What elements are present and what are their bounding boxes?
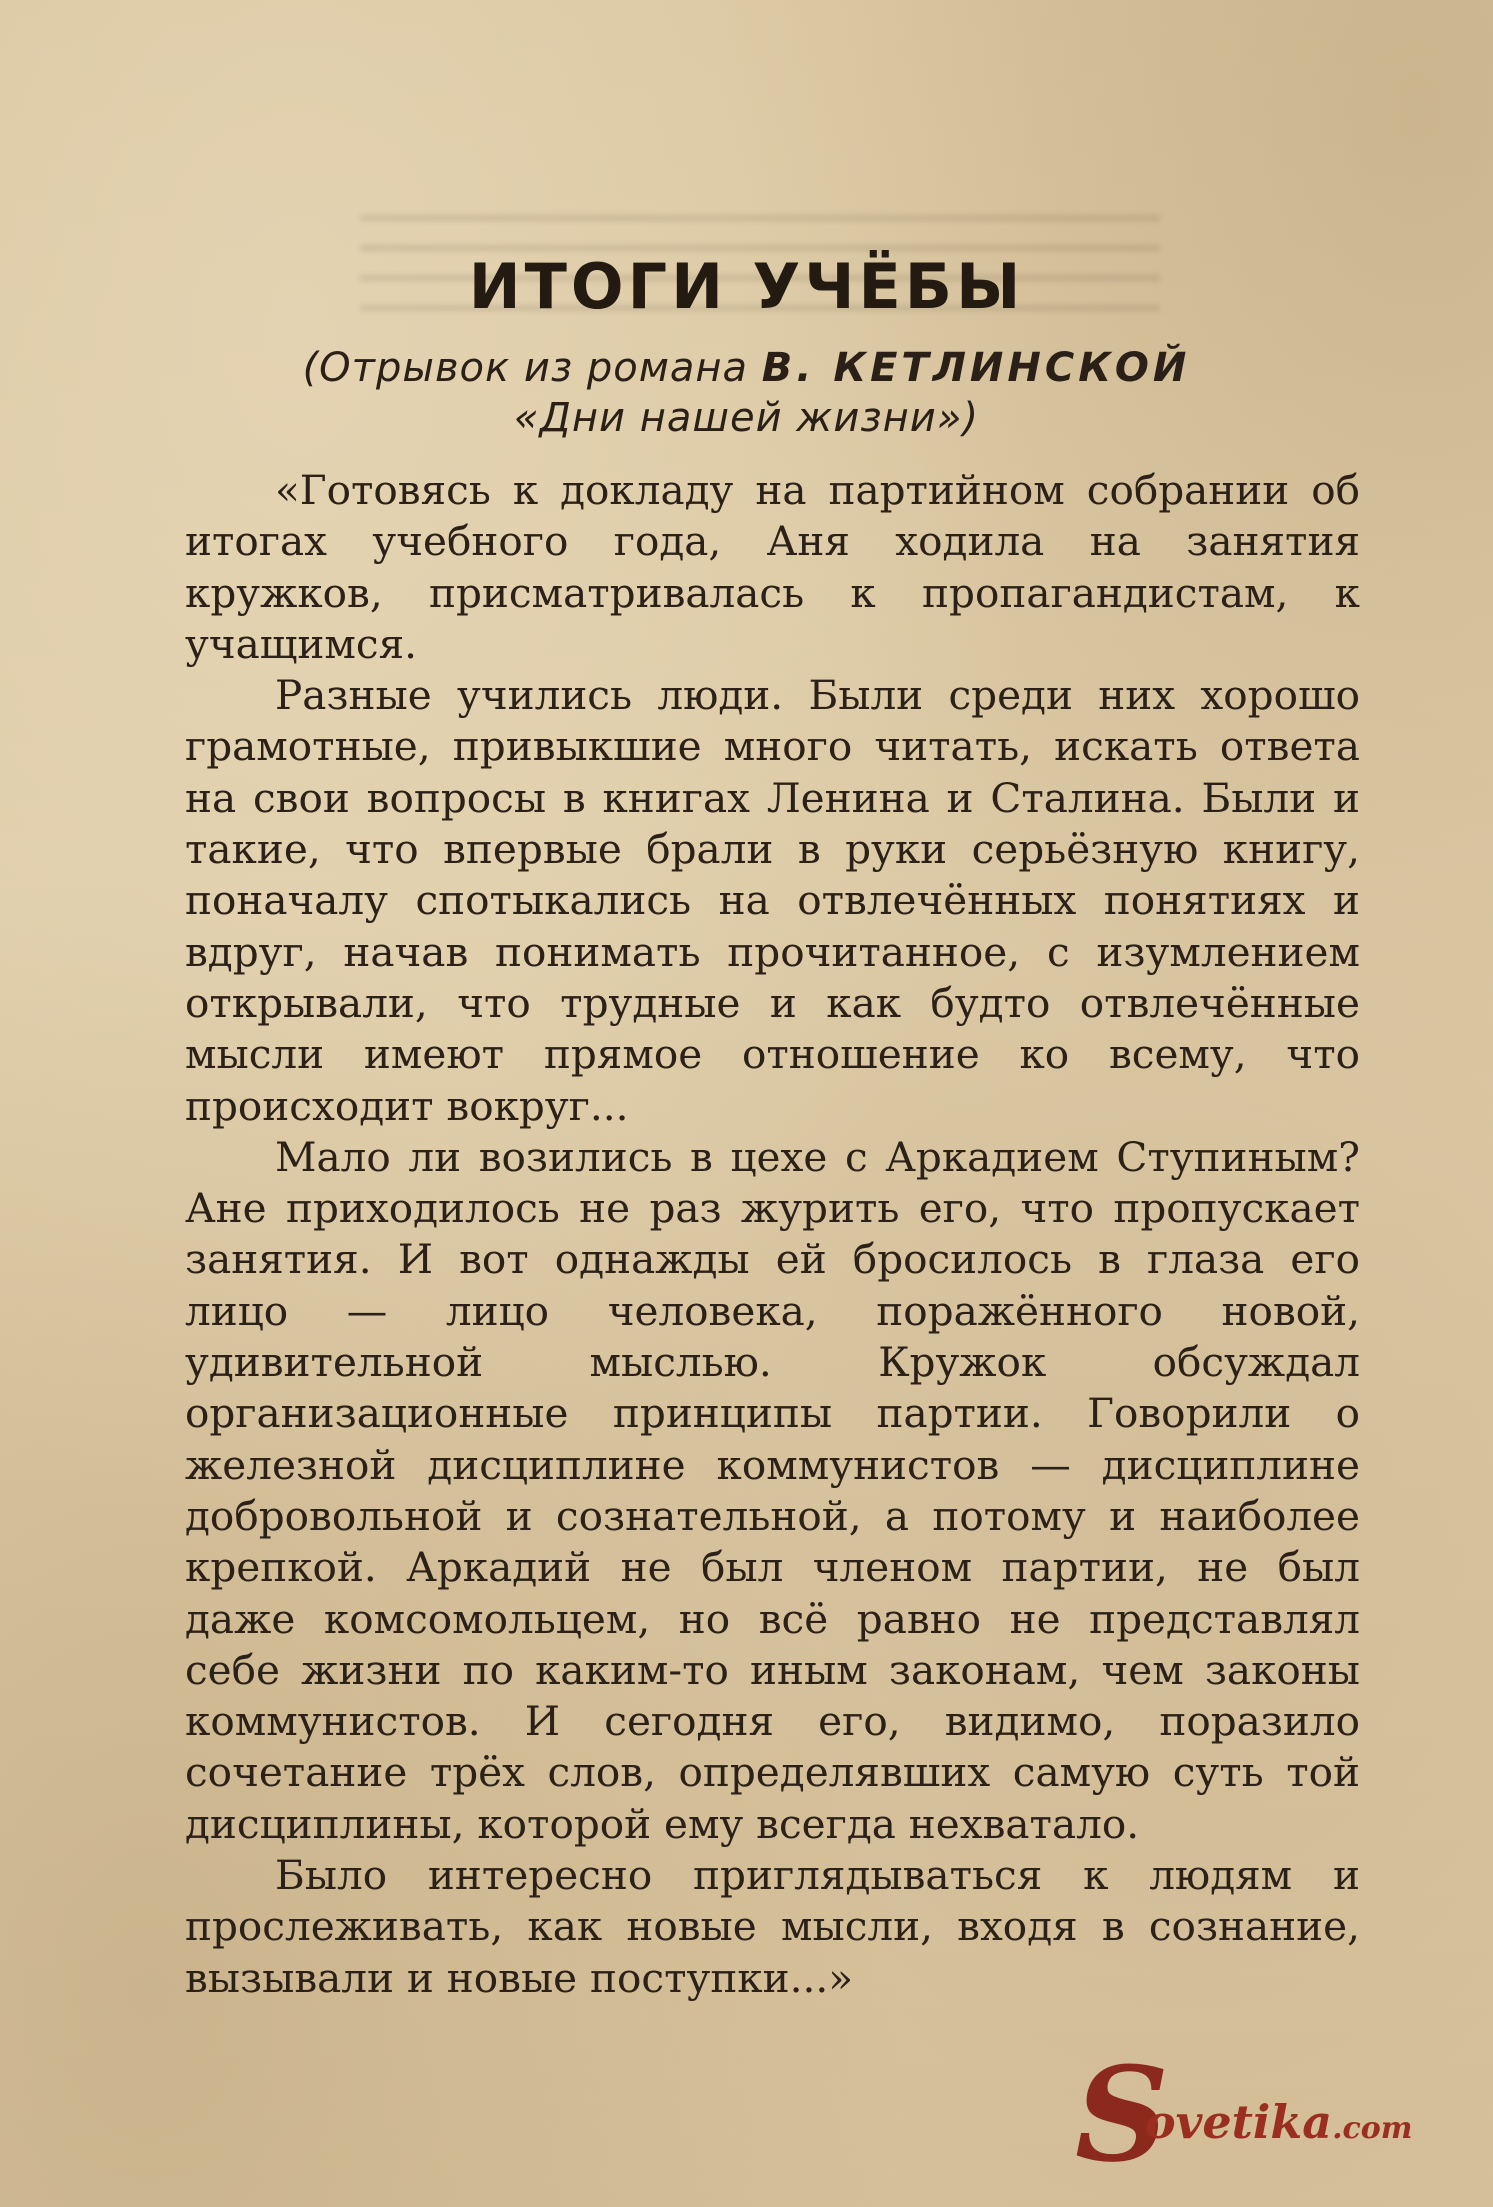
watermark-text [1145, 2095, 1413, 2149]
subtitle-prefix: (Отрывок из романа [302, 345, 762, 391]
paragraph-4: Было интересно приглядываться к людям и прослеживать, как новые мысли, входя в сознание, вызывали и новые поступки...» [185, 1851, 1360, 2002]
subtitle-line-2: «Дни нашей жизни») [513, 395, 980, 441]
subtitle-line-1 [0, 345, 1493, 391]
watermark-initial: S [1075, 2038, 1169, 2191]
subtitle-author: В. КЕТЛИНСКОЙ [761, 345, 1191, 391]
article-body [185, 465, 1360, 2004]
sovetika-watermark [1075, 2038, 1475, 2200]
watermark-domain: .com [1332, 2111, 1413, 2146]
paragraph-1: «Готовясь к докладу на партийном собрании об итогах учебного года, Аня ходила на занятия кружков, присматривалась к пропагандистам, к учащимся. [185, 466, 1360, 668]
paragraph-2: Разные учились люди. Были среди них хорошо грамотные, привыкшие много читать, искать ответа на свои вопросы в книгах Ленина и Сталина. Были и такие, что впервые брали в руки серьёзную книгу, поначалу спотыкались на отвлечённых понятиях и вдруг, начав понимать прочитанное, с изумлением открывали, что трудные и как будто отвлечённые мысли имеют прямое отношение ко всему, что происходит вокруг... [185, 671, 1360, 1130]
paragraph-3: Мало ли возились в цехе с Аркадием Ступиным? Ане приходилось не раз журить его, что пропускает занятия. И вот однажды ей бросилось в глаза его лицо — лицо человека, поражённого новой, удивительной мыслью. Кружок обсуждал организационные принципы партии. Говорили о железной дисциплине коммунистов — дисциплине добровольной и сознательной, а потому и наиболее крепкой. Аркадий не был членом партии, не был даже комсомольцем, но всё равно не представлял себе жизни по каким-то иным законам, чем законы коммунистов. И сегодня его, видимо, поразило сочетание трёх слов, определявших самую суть той дисциплины, которой ему всегда нехватало. [185, 1132, 1360, 1848]
page-title: ИТОГИ УЧЁБЫ [468, 250, 1025, 323]
watermark-name: ovetika [1145, 2095, 1333, 2149]
